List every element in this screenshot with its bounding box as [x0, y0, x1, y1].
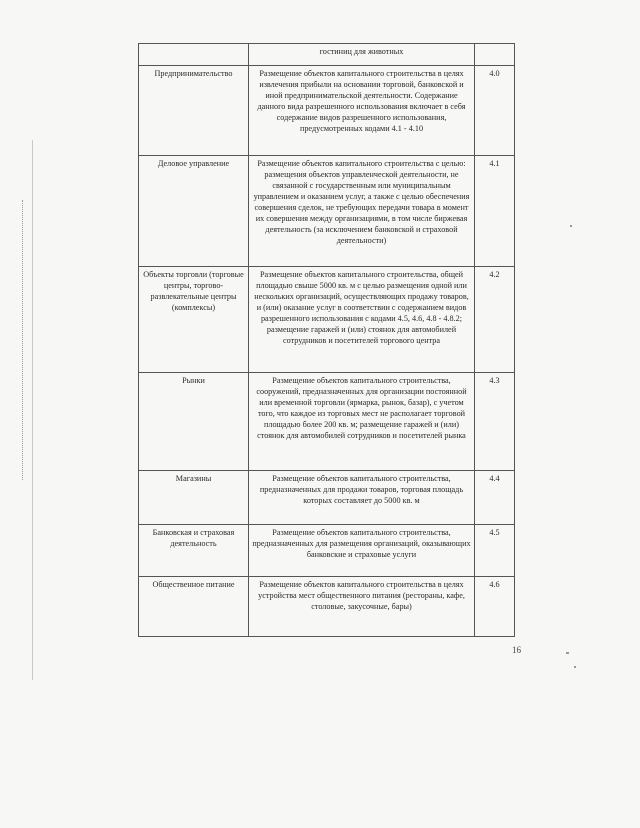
use-type-code: 4.5: [475, 525, 515, 577]
scan-speck: [574, 666, 576, 668]
use-type-code: 4.6: [475, 577, 515, 637]
use-type-code: [475, 44, 515, 66]
use-type-name: Рынки: [139, 373, 249, 471]
use-type-description: гостиниц для животных: [249, 44, 475, 66]
use-type-description: Размещение объектов капитального строительства в целях устройства мест общественного питания (рестораны, кафе, столовые, закусочные, бары): [249, 577, 475, 637]
use-type-name: Объекты торговли (торговые центры, торгово-развлекательные центры (комплексы): [139, 267, 249, 373]
table-row: [139, 44, 515, 66]
use-type-name: Деловое управление: [139, 156, 249, 267]
use-type-description: Размещение объектов капитального строительства с целью: размещения объектов управленческой деятельности, не связанной с государственным или муниципальным управлением и оказанием услуг, а также с целью обеспечения совершения сделок, не требующих передачи товара в момент их совершения между организациями, в том числе биржевая деятельность (за исключением банковской и страховой деятельности): [249, 156, 475, 267]
table-row: [139, 156, 515, 267]
use-type-code: 4.3: [475, 373, 515, 471]
use-type-description: Размещение объектов капитального строительства в целях извлечения прибыли на основании торговой, банковской и иной предпринимательской деятельности. Содержание данного вида разрешенного использования включает в себя содержание видов разрешенного использования, предусмотренных кодами 4.1 - 4.10: [249, 66, 475, 156]
table-row: [139, 267, 515, 373]
table-row: [139, 66, 515, 156]
table-row: [139, 471, 515, 525]
scan-edge-marks: [22, 200, 41, 480]
table-row: [139, 525, 515, 577]
use-type-description: Размещение объектов капитального строительства, сооружений, предназначенных для организации постоянной или временной торговли (ярмарка, рынок, базар), с учетом того, что каждое из торговых мест не располагает торговой площадью более 200 кв. м; размещение гаражей и (или) стоянок для автомобилей сотрудников и посетителей рынка: [249, 373, 475, 471]
page-number: 16: [512, 645, 521, 655]
scan-speck: [566, 652, 569, 654]
use-type-name: Магазины: [139, 471, 249, 525]
use-type-code: 4.0: [475, 66, 515, 156]
use-type-name: Предпринимательство: [139, 66, 249, 156]
use-type-description: Размещение объектов капитального строительства, предназначенных для размещения организаций, оказывающих банковские и страховые услуги: [249, 525, 475, 577]
use-type-description: Размещение объектов капитального строительства, общей площадью свыше 5000 кв. м с целью размещения одной или нескольких организаций, осуществляющих продажу товаров, и (или) оказание услуг в соответствии с содержанием видов разрешенного использования с кодами 4.5, 4.6, 4.8 - 4.8.2; размещение гаражей и (или) стоянок для автомобилей сотрудников и посетителей торгового центра: [249, 267, 475, 373]
use-type-code: 4.4: [475, 471, 515, 525]
use-type-name: Банковская и страховая деятельность: [139, 525, 249, 577]
scan-speck: [570, 225, 572, 227]
scan-binding-edge: [8, 140, 48, 680]
use-type-name: Общественное питание: [139, 577, 249, 637]
use-type-code: 4.2: [475, 267, 515, 373]
use-type-description: Размещение объектов капитального строительства, предназначенных для продажи товаров, торговая площадь которых составляет до 5000 кв. м: [249, 471, 475, 525]
land-use-table: [138, 43, 515, 637]
table-row: [139, 373, 515, 471]
use-type-code: 4.1: [475, 156, 515, 267]
use-type-name: [139, 44, 249, 66]
table-row: [139, 577, 515, 637]
